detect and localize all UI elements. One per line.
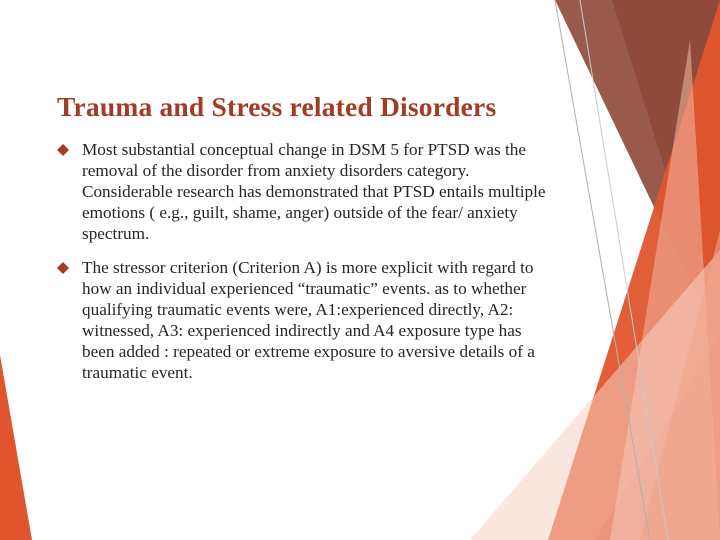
slide-title: Trauma and Stress related Disorders	[57, 91, 497, 122]
diamond-bullet-icon	[57, 144, 69, 156]
bullet-item	[57, 139, 557, 244]
bullet-text: The stressor criterion (Criterion A) is more explicit with regard to how an individual experienced “traumatic” events. as to whether qualifying traumatic events were, A1:experienced directly, A2: witnessed, A3: experienced indirectly and A4 exposure type has been added : repeated or extreme exposure to aversive details of a traumatic event.	[82, 258, 535, 382]
bullet-item	[57, 257, 557, 383]
left-accent-triangle	[0, 355, 32, 540]
diamond-bullet-icon	[57, 262, 69, 274]
bullet-text: Most substantial conceptual change in DSM 5 for PTSD was the removal of the disorder from anxiety disorders category. Considerable research has demonstrated that PTSD entails multiple emotions ( e.g., guilt, shame, anger) outside of the fear/ anxiety spectrum.	[82, 140, 546, 243]
bullet-list	[57, 139, 557, 396]
